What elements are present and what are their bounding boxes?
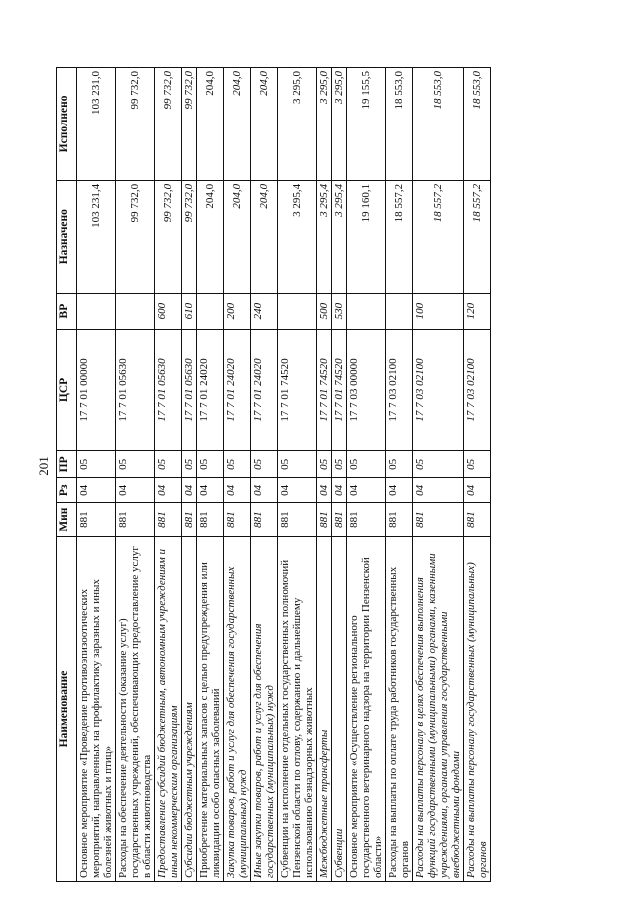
cell-pr: 05 [77,451,116,478]
table-row [182,68,197,882]
cell-assigned: 99 732,0 [155,180,182,293]
cell-vr [77,293,116,329]
cell-min: 881 [278,503,317,537]
page-number: 201 [36,456,51,476]
cell-executed: 18 553,0 [386,68,413,181]
cell-name: Субвенции на исполнение отдельных государственных полномочий Пензенской области по отлову, содержанию и дальнейшему использованию безнадзорных животных [278,537,317,882]
cell-vr [116,293,155,329]
table-row [278,68,317,882]
cell-pr: 05 [386,451,413,478]
header-csr: ЦСР [57,329,77,451]
cell-csr: 17 7 03 02100 [386,329,413,451]
cell-name: Расходы на выплаты по оплате труда работников государственных органов [386,537,413,882]
cell-csr: 17 7 01 24020 [197,329,224,451]
cell-rz: 04 [317,478,332,503]
cell-pr: 05 [182,451,197,478]
cell-executed: 3 295,0 [332,68,347,181]
cell-min: 881 [182,503,197,537]
table-rotator [56,67,556,882]
cell-csr: 17 7 01 00000 [77,329,116,451]
table-row [386,68,413,882]
table-row [224,68,251,882]
cell-rz: 04 [182,478,197,503]
cell-pr: 05 [347,451,386,478]
table-row [251,68,278,882]
cell-csr: 17 7 01 05630 [182,329,197,451]
cell-name: Расходы на обеспечение деятельности (оказание услуг) государственных учреждений, обеспечивающих предоставление услуг в области животноводства [116,537,155,882]
cell-csr: 17 7 01 74520 [317,329,332,451]
header-vr: ВР [57,293,77,329]
cell-executed: 99 732,0 [155,68,182,181]
cell-rz: 04 [251,478,278,503]
cell-vr: 500 [317,293,332,329]
cell-min: 881 [116,503,155,537]
header-min: Мин [57,503,77,537]
cell-name: Основное мероприятие «Осуществление регионального государственного ветеринарного надзора на территории Пензенской области» [347,537,386,882]
cell-rz: 04 [224,478,251,503]
cell-name: Расходы на выплаты персоналу государственных (муниципальных) органов [464,537,491,882]
header-pr: ПР [57,451,77,478]
cell-executed: 204,0 [224,68,251,181]
cell-vr [278,293,317,329]
cell-name: Закупка товаров, работ и услуг для обеспечения государственных (муниципальных) нужд [224,537,251,882]
table-row [155,68,182,882]
cell-pr: 05 [155,451,182,478]
cell-csr: 17 7 03 02100 [413,329,464,451]
cell-vr [197,293,224,329]
cell-name: Иные закупки товаров, работ и услуг для обеспечения государственных (муниципальных) нужд [251,537,278,882]
cell-name: Субсидии бюджетным учреждениям [182,537,197,882]
cell-rz: 04 [155,478,182,503]
rotated-table-container [56,67,556,882]
cell-assigned: 99 732,0 [116,180,155,293]
header-executed: Исполнено [57,68,77,181]
table-row [413,68,464,882]
cell-rz: 04 [197,478,224,503]
cell-min: 881 [155,503,182,537]
cell-rz: 04 [332,478,347,503]
cell-rz: 04 [116,478,155,503]
table-row [197,68,224,882]
budget-table [56,67,491,882]
cell-csr: 17 7 01 24020 [224,329,251,451]
cell-pr: 05 [464,451,491,478]
cell-assigned: 204,0 [224,180,251,293]
header-assigned: Назначено [57,180,77,293]
cell-min: 881 [251,503,278,537]
cell-rz: 04 [464,478,491,503]
cell-pr: 05 [116,451,155,478]
cell-vr: 200 [224,293,251,329]
cell-assigned: 19 160,1 [347,180,386,293]
cell-min: 881 [386,503,413,537]
cell-assigned: 18 557,2 [413,180,464,293]
cell-min: 881 [413,503,464,537]
cell-pr: 05 [332,451,347,478]
cell-vr: 120 [464,293,491,329]
cell-rz: 04 [386,478,413,503]
cell-assigned: 3 295,4 [278,180,317,293]
cell-assigned: 204,0 [251,180,278,293]
header-name: Наименование [57,537,77,882]
cell-min: 881 [317,503,332,537]
table-body [77,68,491,882]
cell-pr: 05 [197,451,224,478]
cell-name: Расходы на выплаты персоналу в целях обеспечения выполнения функций государственными (муниципальными) органами, казенными учреждениями, органами управления государственными внебюджетными фондами [413,537,464,882]
cell-rz: 04 [278,478,317,503]
cell-rz: 04 [347,478,386,503]
cell-executed: 3 295,0 [317,68,332,181]
cell-executed: 204,0 [197,68,224,181]
cell-pr: 05 [317,451,332,478]
cell-min: 881 [347,503,386,537]
table-row [332,68,347,882]
cell-vr [347,293,386,329]
cell-assigned: 103 231,4 [77,180,116,293]
cell-pr: 05 [278,451,317,478]
cell-vr: 600 [155,293,182,329]
table-row [116,68,155,882]
cell-vr: 240 [251,293,278,329]
cell-executed: 99 732,0 [182,68,197,181]
cell-vr: 610 [182,293,197,329]
cell-name: Межбюджетные трансферты [317,537,332,882]
cell-csr: 17 7 01 24020 [251,329,278,451]
cell-vr: 530 [332,293,347,329]
cell-min: 881 [77,503,116,537]
cell-assigned: 3 295,4 [332,180,347,293]
cell-name: Приобретение материальных запасов с целью предупреждения или ликвидации особо опасных заболеваний [197,537,224,882]
cell-assigned: 18 557,2 [386,180,413,293]
cell-rz: 04 [413,478,464,503]
cell-pr: 05 [251,451,278,478]
table-header-row [57,68,77,882]
cell-vr [386,293,413,329]
cell-assigned: 3 295,4 [317,180,332,293]
cell-assigned: 99 732,0 [182,180,197,293]
cell-executed: 103 231,0 [77,68,116,181]
cell-pr: 05 [413,451,464,478]
table-row [77,68,116,882]
cell-executed: 204,0 [251,68,278,181]
cell-executed: 18 553,0 [413,68,464,181]
cell-min: 881 [332,503,347,537]
cell-executed: 18 553,0 [464,68,491,181]
table-row [464,68,491,882]
cell-assigned: 204,0 [197,180,224,293]
cell-vr: 100 [413,293,464,329]
cell-rz: 04 [77,478,116,503]
cell-min: 881 [464,503,491,537]
table-row [347,68,386,882]
cell-csr: 17 7 01 05630 [116,329,155,451]
cell-assigned: 18 557,2 [464,180,491,293]
table-row [317,68,332,882]
cell-min: 881 [197,503,224,537]
cell-min: 881 [224,503,251,537]
cell-csr: 17 7 01 74520 [278,329,317,451]
cell-name: Основное мероприятие «Проведение противоэпизоотических мероприятий, направленных на профилактику заразных и иных болезней животных и птиц» [77,537,116,882]
cell-csr: 17 7 01 05630 [155,329,182,451]
cell-csr: 17 7 03 00000 [347,329,386,451]
cell-pr: 05 [224,451,251,478]
cell-csr: 17 7 01 74520 [332,329,347,451]
cell-executed: 99 732,0 [116,68,155,181]
cell-executed: 3 295,0 [278,68,317,181]
cell-name: Предоставление субсидий бюджетным, автономным учреждениям и иным некоммерческим организациям [155,537,182,882]
cell-name: Субвенции [332,537,347,882]
cell-csr: 17 7 03 02100 [464,329,491,451]
header-rz: Рз [57,478,77,503]
cell-executed: 19 155,5 [347,68,386,181]
